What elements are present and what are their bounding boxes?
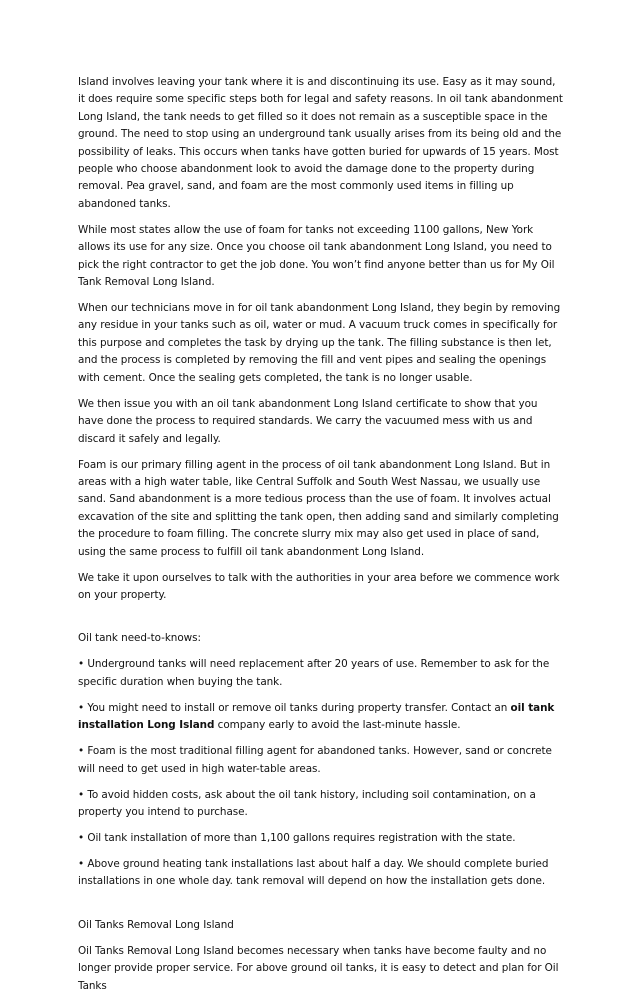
section-heading-removal: Oil Tanks Removal Long Island [78, 918, 234, 931]
bold-service-phrase: oil tank installation Long Island [78, 701, 555, 732]
paragraph-abandonment-intro: Island involves leaving your tank where it is and discontinuing its use. Easy as it may sound, it does require some specific steps both for legal and safety reasons. In oil tank abandonment Long Island, the tank needs to get filled so it does not remain as a susceptible space in the ground. The need to stop using an underground tank usually arises from its being old and the possibility of leaks. This occurs when tanks have gotten buried for upwards of 15 years. Most people who choose abandonment look to avoid the damage done to the property during removal. Pea gravel, sand, and foam are the most commonly used items in filling up abandoned tanks. [78, 76, 563, 210]
paragraph-foam-primary-agent: Foam is our primary filling agent in the process of oil tank abandonment Long Island. But in areas with a high water table, like Central Suffolk and South West Nassau, we usually use sand. Sand abandonment is a more tedious process than the use of foam. It involves actual excavation of the site and splitting the tank open, then adding sand and similarly completing the procedure to foam filling. The concrete slurry mix may also get used in place of sand, using the same process to fulfill oil tank abandonment Long Island. [78, 458, 559, 558]
document-page [78, 74, 564, 1004]
paragraph-foam-new-york: While most states allow the use of foam for tanks not exceeding 1100 gallons, New York allows its use for any size. Once you choose oil tank abandonment Long Island, you need to pick the right contractor to get the job done. You won’t find anyone better than us for My Oil Tank Removal Long Island. [78, 223, 555, 289]
paragraph-certificate: We then issue you with an oil tank abandonment Long Island certificate to show that you have done the process to required standards. We carry the vacuumed mess with us and discard it safely and legally. [78, 397, 538, 445]
paragraph-authorities: We take it upon ourselves to talk with the authorities in your area before we commence work on your property. [78, 571, 560, 601]
section-heading-need-to-knows: Oil tank need-to-knows: [78, 632, 201, 645]
bullet-item-replacement: • Underground tanks will need replacement after 20 years of use. Remember to ask for the specific duration when buying the tank. [78, 658, 550, 688]
bullet-text-tail: company early to avoid the last-minute hassle. [214, 719, 461, 732]
bullet-item-filling-agent: • Foam is the most traditional filling agent for abandoned tanks. However, sand or concrete will need to get used in high water-table areas. [78, 745, 552, 775]
bullet-item-installation-time: • Above ground heating tank installations last about half a day. We should complete buried installations in one whole day. tank removal will depend on how the installation gets done. [78, 857, 549, 888]
paragraph-technicians-process: When our technicians move in for oil tank abandonment Long Island, they begin by removing any residue in your tanks such as oil, water or mud. A vacuum truck comes in specifically for this purpose and completes the task by drying up the tank. The filling substance is then let, and the process is completed by removing the fill and vent pipes and sealing the openings with cement. Once the sealing gets completed, the tank is no longer usable. [78, 302, 561, 384]
paragraph-removal: Oil Tanks Removal Long Island becomes necessary when tanks have become faulty and no longer provide proper service. For above ground oil tanks, it is easy to detect and plan for Oil Tanks [78, 944, 559, 992]
bullet-item-hidden-costs: • To avoid hidden costs, ask about the oil tank history, including soil contamination, on a property you intend to purchase. [78, 788, 536, 818]
bullet-item-property-transfer [78, 700, 564, 735]
bullet-text-lead: • You might need to install or remove oil tanks during property transfer. Contact an [78, 701, 511, 714]
bullet-item-registration: • Oil tank installation of more than 1,100 gallons requires registration with the state. [78, 831, 516, 844]
